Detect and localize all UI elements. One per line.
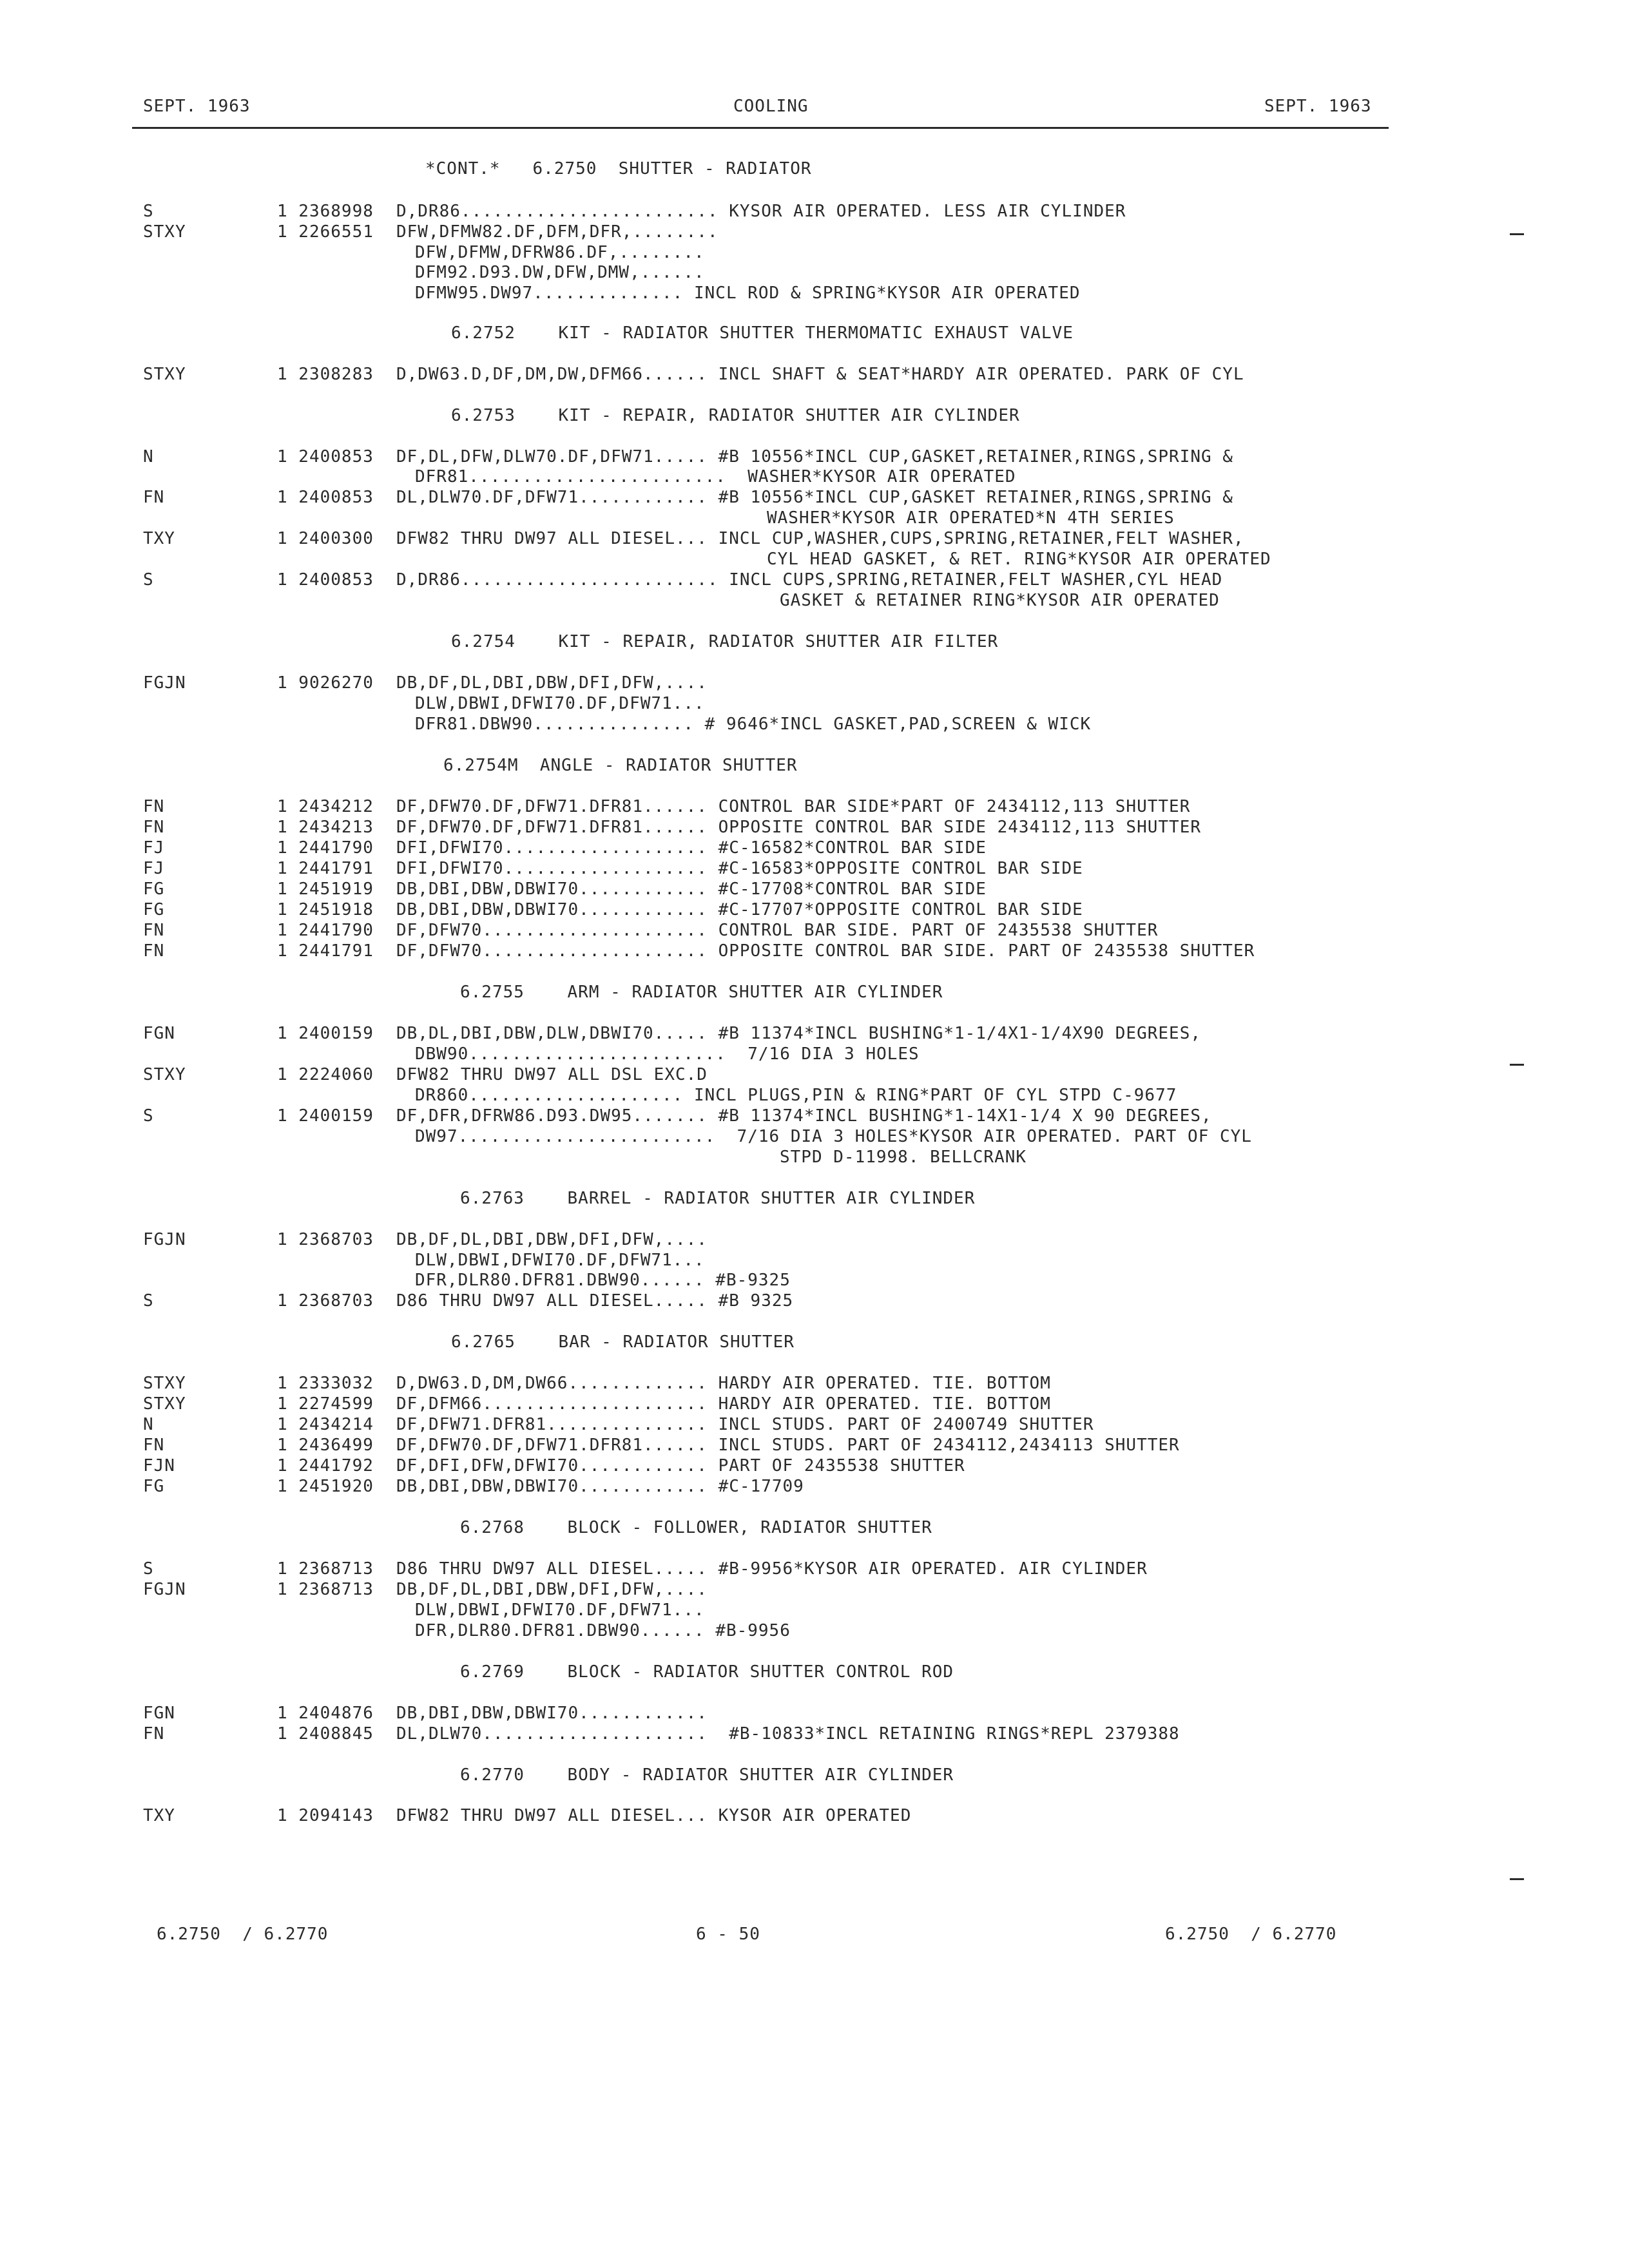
line-text: D,DW63.D,DM,DW66............. HARDY AIR OPERATED. TIE. BOTTOM	[396, 1374, 1051, 1393]
line-text: DFW82 THRU DW97 ALL DIESEL... INCL CUP,WASHER,CUPS,SPRING,RETAINER,FELT WASHER,	[396, 529, 1244, 548]
line-code: STXY	[143, 1065, 186, 1084]
margin-mark	[1510, 1064, 1524, 1066]
line-text: D86 THRU DW97 ALL DIESEL..... #B 9325	[396, 1291, 794, 1311]
line-text-continuation: DFR,DLR80.DFR81.DBW90...... #B-9325	[415, 1271, 791, 1290]
line-code: STXY	[143, 365, 186, 384]
line-text-continuation: *CONT.* 6.2750 SHUTTER - RADIATOR	[425, 159, 812, 178]
margin-mark	[1510, 1878, 1524, 1880]
line-part-number: 1 2400159	[277, 1024, 374, 1043]
header-rule	[132, 127, 1389, 129]
line-part-number: 1 2274599	[277, 1394, 374, 1414]
line-code: S	[143, 570, 154, 590]
line-part-number: 1 2400159	[277, 1106, 374, 1126]
line-text-continuation: DBW90........................ 7/16 DIA 3 HOLES	[415, 1044, 920, 1064]
line-text-continuation: DW97........................ 7/16 DIA 3 HOLES*KYSOR AIR OPERATED. PART OF CYL	[415, 1127, 1252, 1146]
line-text: DFW82 THRU DW97 ALL DSL EXC.D	[396, 1065, 708, 1084]
line-text-continuation: CYL HEAD GASKET, & RET. RING*KYSOR AIR OPERATED	[767, 550, 1271, 569]
line-code: FN	[143, 818, 165, 837]
line-text: DL,DLW70.DF,DFW71............ #B 10556*INCL CUP,GASKET RETAINER,RINGS,SPRING &	[396, 488, 1233, 507]
line-code: S	[143, 1106, 154, 1126]
line-text: D,DR86........................ KYSOR AIR OPERATED. LESS AIR CYLINDER	[396, 202, 1126, 221]
line-text-continuation: DLW,DBWI,DFWI70.DF,DFW71...	[415, 694, 705, 713]
line-code: FN	[143, 797, 165, 816]
line-part-number: 1 2441790	[277, 921, 374, 940]
line-text: D,DW63.D,DF,DM,DW,DFM66...... INCL SHAFT & SEAT*HARDY AIR OPERATED. PARK OF CYL	[396, 365, 1244, 384]
line-part-number: 1 2404876	[277, 1704, 374, 1723]
line-text-continuation: 6.2755 ARM - RADIATOR SHUTTER AIR CYLINDER	[460, 983, 943, 1002]
line-text: DF,DFW70.DF,DFW71.DFR81...... CONTROL BAR SIDE*PART OF 2434112,113 SHUTTER	[396, 797, 1191, 816]
header-right: SEPT. 1963	[1264, 97, 1372, 116]
line-code: FN	[143, 1436, 165, 1455]
line-code: S	[143, 1559, 154, 1579]
line-part-number: 1 2434212	[277, 797, 374, 816]
line-part-number: 1 2368703	[277, 1230, 374, 1249]
line-text: DFW82 THRU DW97 ALL DIESEL... KYSOR AIR OPERATED	[396, 1806, 912, 1825]
line-part-number: 1 2451920	[277, 1477, 374, 1496]
line-text: DB,DBI,DBW,DBWI70............ #C-17709	[396, 1477, 804, 1496]
line-part-number: 1 2224060	[277, 1065, 374, 1084]
line-code: FN	[143, 921, 165, 940]
line-text-continuation: DLW,DBWI,DFWI70.DF,DFW71...	[415, 1600, 705, 1620]
line-text: DF,DFW70..................... OPPOSITE CONTROL BAR SIDE. PART OF 2435538 SHUTTER	[396, 941, 1255, 961]
line-code: TXY	[143, 1806, 175, 1825]
line-text: DB,DL,DBI,DBW,DLW,DBWI70..... #B 11374*INCL BUSHING*1-1/4X1-1/4X90 DEGREES,	[396, 1024, 1201, 1043]
footer-left: 6.2750 / 6.2770	[157, 1925, 329, 1944]
line-part-number: 1 2400853	[277, 570, 374, 590]
line-text: DFI,DFWI70................... #C-16583*OPPOSITE CONTROL BAR SIDE	[396, 859, 1083, 878]
line-part-number: 1 2368713	[277, 1559, 374, 1579]
line-text: D,DR86........................ INCL CUPS,SPRING,RETAINER,FELT WASHER,CYL HEAD	[396, 570, 1223, 590]
line-part-number: 1 2333032	[277, 1374, 374, 1393]
line-part-number: 1 2400300	[277, 529, 374, 548]
line-text: DL,DLW70..................... #B-10833*INCL RETAINING RINGS*REPL 2379388	[396, 1724, 1180, 1744]
line-text: DB,DF,DL,DBI,DBW,DFI,DFW,....	[396, 1580, 708, 1599]
line-code: STXY	[143, 1394, 186, 1414]
line-part-number: 1 2368713	[277, 1580, 374, 1599]
footer-right: 6.2750 / 6.2770	[1165, 1925, 1337, 1944]
line-text: DF,DFW70.DF,DFW71.DFR81...... INCL STUDS. PART OF 2434112,2434113 SHUTTER	[396, 1436, 1180, 1455]
line-code: FGJN	[143, 673, 186, 693]
line-part-number: 1 2451919	[277, 879, 374, 899]
line-part-number: 1 2094143	[277, 1806, 374, 1825]
line-code: FJN	[143, 1456, 175, 1475]
line-code: FJ	[143, 838, 165, 858]
header-center: COOLING	[733, 97, 809, 116]
line-text: DB,DBI,DBW,DBWI70............ #C-17707*OPPOSITE CONTROL BAR SIDE	[396, 900, 1083, 919]
line-text: DF,DFW70.DF,DFW71.DFR81...... OPPOSITE CONTROL BAR SIDE 2434112,113 SHUTTER	[396, 818, 1201, 837]
line-text-continuation: DFR,DLR80.DFR81.DBW90...... #B-9956	[415, 1621, 791, 1640]
line-text: DF,DL,DFW,DLW70.DF,DFW71..... #B 10556*INCL CUP,GASKET,RETAINER,RINGS,SPRING &	[396, 447, 1233, 466]
line-text-continuation: DR860.................... INCL PLUGS,PIN & RING*PART OF CYL STPD C-9677	[415, 1086, 1177, 1105]
line-part-number: 1 2441792	[277, 1456, 374, 1475]
line-code: FG	[143, 900, 165, 919]
line-part-number: 1 2434214	[277, 1415, 374, 1434]
line-text-continuation: WASHER*KYSOR AIR OPERATED*N 4TH SERIES	[767, 508, 1175, 528]
line-text-continuation: 6.2770 BODY - RADIATOR SHUTTER AIR CYLINDER	[460, 1765, 954, 1785]
line-code: FN	[143, 488, 165, 507]
line-text-continuation: DFMW95.DW97.............. INCL ROD & SPRING*KYSOR AIR OPERATED	[415, 284, 1081, 303]
line-text: DB,DF,DL,DBI,DBW,DFI,DFW,....	[396, 673, 708, 693]
line-text-continuation: DLW,DBWI,DFWI70.DF,DFW71...	[415, 1251, 705, 1270]
line-text-continuation: 6.2752 KIT - RADIATOR SHUTTER THERMOMATIC EXHAUST VALVE	[451, 323, 1074, 343]
line-part-number: 1 9026270	[277, 673, 374, 693]
line-text-continuation: 6.2753 KIT - REPAIR, RADIATOR SHUTTER AIR CYLINDER	[451, 406, 1020, 425]
line-text: D86 THRU DW97 ALL DIESEL..... #B-9956*KYSOR AIR OPERATED. AIR CYLINDER	[396, 1559, 1148, 1579]
line-code: FN	[143, 1724, 165, 1744]
line-part-number: 1 2441791	[277, 859, 374, 878]
line-code: STXY	[143, 1374, 186, 1393]
header-left: SEPT. 1963	[143, 97, 251, 116]
line-code: STXY	[143, 222, 186, 242]
line-code: TXY	[143, 529, 175, 548]
line-part-number: 1 2400853	[277, 447, 374, 466]
line-text-continuation: 6.2754 KIT - REPAIR, RADIATOR SHUTTER AIR FILTER	[451, 632, 999, 651]
line-text-continuation: 6.2765 BAR - RADIATOR SHUTTER	[451, 1332, 795, 1352]
line-part-number: 1 2408845	[277, 1724, 374, 1744]
line-text: DB,DBI,DBW,DBWI70............	[396, 1704, 708, 1723]
line-code: S	[143, 202, 154, 221]
line-text: DB,DF,DL,DBI,DBW,DFI,DFW,....	[396, 1230, 708, 1249]
line-text-continuation: 6.2763 BARREL - RADIATOR SHUTTER AIR CYLINDER	[460, 1189, 976, 1208]
line-text-continuation: DFR81........................ WASHER*KYSOR AIR OPERATED	[415, 467, 1016, 486]
line-code: S	[143, 1291, 154, 1311]
line-part-number: 1 2441790	[277, 838, 374, 858]
line-text: DF,DFI,DFW,DFWI70............ PART OF 2435538 SHUTTER	[396, 1456, 965, 1475]
line-text-continuation: 6.2768 BLOCK - FOLLOWER, RADIATOR SHUTTER	[460, 1518, 932, 1537]
line-part-number: 1 2400853	[277, 488, 374, 507]
line-text: DF,DFR,DFRW86.D93.DW95....... #B 11374*INCL BUSHING*1-14X1-1/4 X 90 DEGREES,	[396, 1106, 1212, 1126]
line-part-number: 1 2441791	[277, 941, 374, 961]
line-text: DF,DFW70..................... CONTROL BAR SIDE. PART OF 2435538 SHUTTER	[396, 921, 1159, 940]
line-text-continuation: STPD D-11998. BELLCRANK	[780, 1148, 1027, 1167]
line-code: FGN	[143, 1704, 175, 1723]
line-code: FJ	[143, 859, 165, 878]
line-code: FG	[143, 1477, 165, 1496]
line-part-number: 1 2266551	[277, 222, 374, 242]
line-text: DFW,DFMW82.DF,DFM,DFR,........	[396, 222, 718, 242]
line-code: N	[143, 1415, 154, 1434]
line-code: FG	[143, 879, 165, 899]
footer-center: 6 - 50	[696, 1925, 760, 1944]
line-part-number: 1 2368998	[277, 202, 374, 221]
line-text-continuation: 6.2769 BLOCK - RADIATOR SHUTTER CONTROL ROD	[460, 1662, 954, 1682]
line-text: DF,DFM66..................... HARDY AIR OPERATED. TIE. BOTTOM	[396, 1394, 1051, 1414]
line-text: DB,DBI,DBW,DBWI70............ #C-17708*CONTROL BAR SIDE	[396, 879, 987, 899]
line-code: FN	[143, 941, 165, 961]
line-part-number: 1 2434213	[277, 818, 374, 837]
line-text: DFI,DFWI70................... #C-16582*CONTROL BAR SIDE	[396, 838, 987, 858]
line-part-number: 1 2436499	[277, 1436, 374, 1455]
line-text-continuation: GASKET & RETAINER RING*KYSOR AIR OPERATED	[780, 591, 1220, 610]
line-code: FGJN	[143, 1580, 186, 1599]
line-text-continuation: 6.2754M ANGLE - RADIATOR SHUTTER	[443, 756, 798, 775]
line-text-continuation: DFM92.D93.DW,DFW,DMW,......	[415, 263, 705, 282]
line-code: FGN	[143, 1024, 175, 1043]
margin-mark	[1510, 233, 1524, 235]
line-code: FGJN	[143, 1230, 186, 1249]
line-text-continuation: DFW,DFMW,DFRW86.DF,........	[415, 243, 705, 262]
line-part-number: 1 2451918	[277, 900, 374, 919]
line-part-number: 1 2308283	[277, 365, 374, 384]
line-part-number: 1 2368703	[277, 1291, 374, 1311]
line-text-continuation: DFR81.DBW90............... # 9646*INCL GASKET,PAD,SCREEN & WICK	[415, 715, 1092, 734]
line-text: DF,DFW71.DFR81............... INCL STUDS. PART OF 2400749 SHUTTER	[396, 1415, 1094, 1434]
line-code: N	[143, 447, 154, 466]
